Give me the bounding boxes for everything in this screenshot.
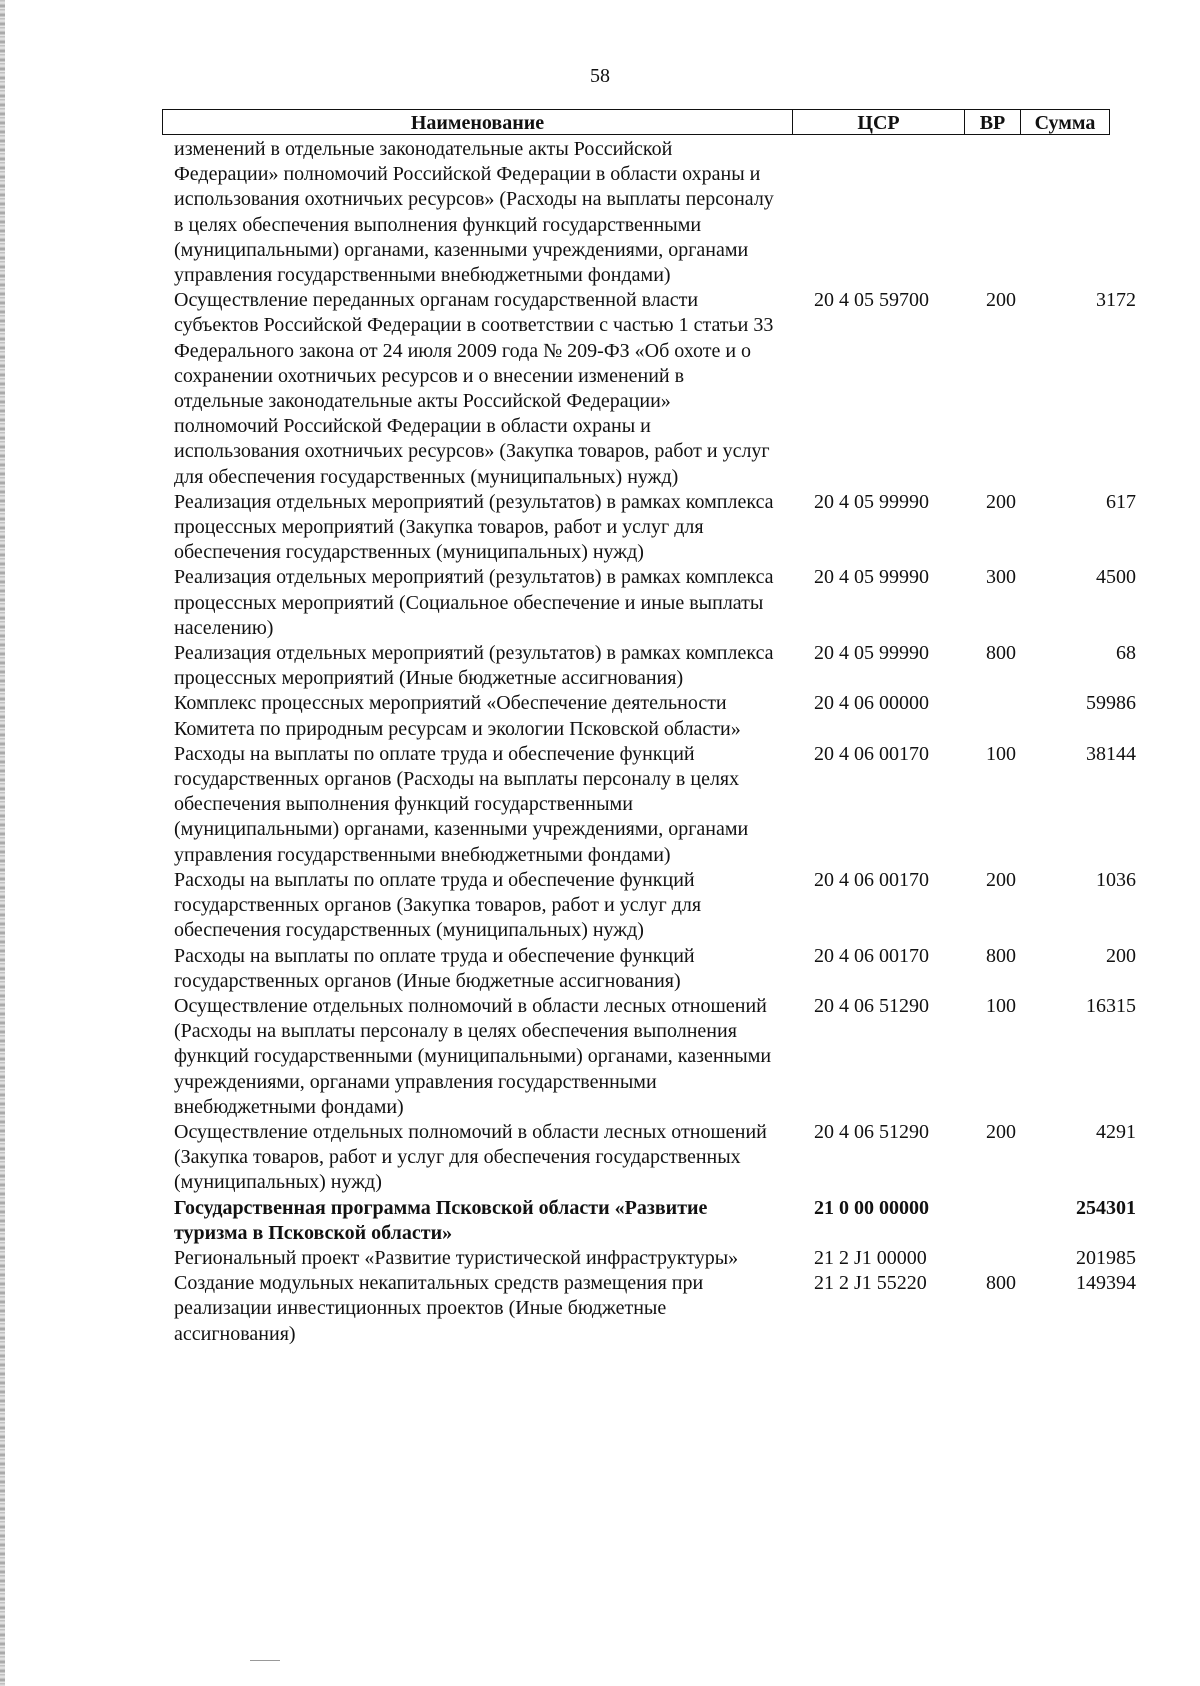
row-sum: 38144: [1086, 742, 1136, 765]
page-number: 58: [590, 65, 610, 87]
row-name: Государственная программа Псковской области «Развитие туризма в Псковской области»: [174, 1196, 708, 1244]
row-sum: 4500: [1096, 566, 1136, 589]
row-csr: 20 4 05 99990: [814, 642, 929, 665]
row-csr: 20 4 06 00170: [814, 868, 929, 891]
table-row: [174, 1120, 1136, 1196]
row-name: Региональный проект «Развитие туристической инфраструктуры»: [174, 1246, 739, 1269]
row-csr: [774, 137, 974, 288]
row-vr: 300: [986, 566, 1016, 589]
header-csr: ЦСР: [793, 110, 965, 134]
row-csr: 20 4 05 59700: [814, 289, 929, 312]
table-row: [174, 742, 1136, 868]
row-vr: 100: [986, 742, 1016, 765]
row-vr: 800: [986, 1272, 1016, 1295]
row-sum: 16315: [1086, 994, 1136, 1017]
row-name: изменений в отдельные законодательные акты Российской Федерации» полномочий Российской Федерации в области охраны и использования охотничьих ресурсов» (Расходы на выплаты персоналу в целях обеспечения выполнения функций государственными (муниципальными) органами, казенными учреждениями, органами управления государственными внебюджетными фондами): [174, 138, 774, 287]
row-csr: 20 4 06 00170: [814, 742, 929, 765]
table-row: [174, 691, 1136, 741]
scan-mark: [250, 1660, 280, 1661]
table-row: [174, 137, 1124, 288]
row-csr: 21 0 00 00000: [814, 1196, 929, 1219]
row-sum: 1036: [1096, 868, 1136, 891]
row-csr: 20 4 06 00000: [814, 692, 929, 715]
row-sum: 201985: [1076, 1246, 1136, 1269]
row-sum: 200: [1106, 944, 1136, 967]
table-row: [174, 490, 1136, 566]
table-row: [174, 641, 1136, 691]
row-csr: 21 2 J1 00000: [814, 1246, 927, 1269]
row-vr: 200: [986, 490, 1016, 513]
row-vr: 800: [986, 642, 1016, 665]
row-vr: [974, 691, 1036, 741]
row-name: Реализация отдельных мероприятий (результатов) в рамках комплекса процессных мероприятий (Иные бюджетные ассигнования): [174, 642, 774, 690]
table-row-program: [174, 1196, 1136, 1246]
row-name: Реализация отдельных мероприятий (результатов) в рамках комплекса процессных мероприятий (Закупка товаров, работ и услуг для обеспечения государственных (муниципальных) нужд): [174, 490, 774, 564]
row-vr: [974, 137, 1036, 288]
row-csr: 20 4 05 99990: [814, 566, 929, 589]
row-vr: 100: [986, 994, 1016, 1017]
header-name: Наименование: [163, 110, 793, 134]
table-header: [162, 109, 1110, 135]
table-row: [174, 288, 1136, 490]
row-vr: 200: [986, 1120, 1016, 1143]
row-name: Создание модульных некапитальных средств размещения при реализации инвестиционных проектов (Иные бюджетные ассигнования): [174, 1272, 704, 1345]
row-sum: [1036, 137, 1136, 288]
table-row: [174, 1271, 1136, 1347]
row-vr: 200: [986, 868, 1016, 891]
row-sum: 149394: [1076, 1272, 1136, 1295]
row-csr: 20 4 06 00170: [814, 944, 929, 967]
row-sum: 3172: [1096, 289, 1136, 312]
table-row: [174, 565, 1136, 641]
row-vr: 200: [986, 289, 1016, 312]
row-sum: 4291: [1096, 1120, 1136, 1143]
row-name: Осуществление отдельных полномочий в области лесных отношений (Расходы на выплаты персоналу в целях обеспечения выполнения функций государственными (муниципальными) органами, казенными учреждениями, органами управления государственными внебюджетными фондами): [174, 994, 772, 1118]
row-csr: 20 4 06 51290: [814, 994, 929, 1017]
table-row: [174, 1246, 1136, 1271]
row-name: Расходы на выплаты по оплате труда и обеспечение функций государственных органов (Расходы на выплаты персоналу в целях обеспечения выполнения функций государственными (муниципальными) органами, казенными учреждениями, органами управления государственными внебюджетными фондами): [174, 742, 749, 866]
row-sum: 617: [1106, 490, 1136, 513]
table-body: [174, 137, 1136, 1347]
table-row: [174, 868, 1136, 944]
table-row: [174, 944, 1136, 994]
row-sum: 68: [1116, 642, 1136, 665]
row-name: Расходы на выплаты по оплате труда и обеспечение функций государственных органов (Иные бюджетные ассигнования): [174, 944, 695, 992]
row-csr: 20 4 05 99990: [814, 490, 929, 513]
header-sum: Сумма: [1034, 112, 1096, 134]
row-vr: 800: [986, 944, 1016, 967]
row-sum: 59986: [1086, 692, 1136, 715]
row-name: Реализация отдельных мероприятий (результатов) в рамках комплекса процессных мероприятий (Социальное обеспечение и иные выплаты населению): [174, 566, 774, 639]
row-vr: [974, 1196, 1036, 1246]
table-row: [174, 994, 1136, 1120]
row-name: Осуществление переданных органам государственной власти субъектов Российской Федерации в соответствии с частью 1 статьи 33 Федерального закона от 24 июля 2009 года № 209-ФЗ «Об охоте и о сохранении охотничьих ресурсов и о внесении изменений в отдельные законодательные акты Российской Федерации» полномочий Российской Федерации в области охраны и использования охотничьих ресурсов» (Закупка товаров, работ и услуг для обеспечения государственных (муниципальных) нужд): [174, 289, 774, 488]
row-name: Комплекс процессных мероприятий «Обеспечение деятельности Комитета по природным ресурсам и экологии Псковской области»: [174, 692, 741, 740]
row-sum: 254301: [1076, 1196, 1136, 1219]
row-name: Осуществление отдельных полномочий в области лесных отношений (Закупка товаров, работ и услуг для обеспечения государственных (муниципальных) нужд): [174, 1120, 767, 1194]
scan-edge: [0, 0, 5, 1686]
row-csr: 21 2 J1 55220: [814, 1272, 927, 1295]
row-vr: [974, 1246, 1036, 1271]
header-vr: ВР: [965, 110, 1021, 134]
row-name: Расходы на выплаты по оплате труда и обеспечение функций государственных органов (Закупка товаров, работ и услуг для обеспечения государственных (муниципальных) нужд): [174, 868, 702, 942]
row-csr: 20 4 06 51290: [814, 1120, 929, 1143]
